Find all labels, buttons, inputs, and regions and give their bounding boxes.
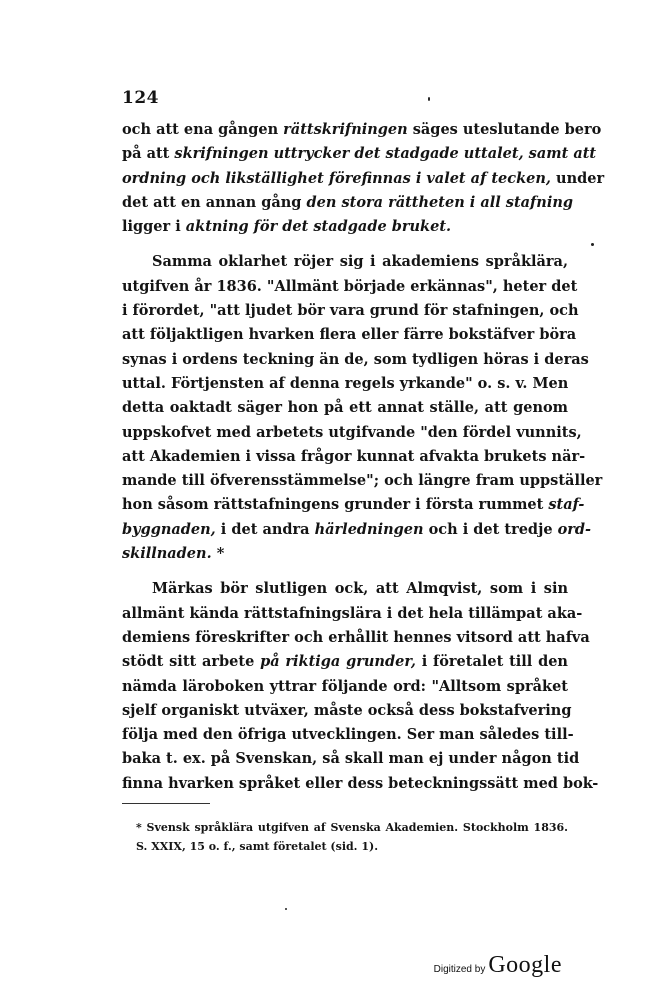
text-run: baka t. ex. på Svenskan, så skall man ej under någon tid	[122, 750, 580, 768]
body-text	[122, 118, 605, 796]
italic-phrase: ordning och likställighet förefinnas i valet af tecken,	[122, 169, 551, 187]
text-run: stödt sitt arbete	[122, 653, 261, 671]
text-run: i det andra	[215, 520, 315, 538]
text-line	[122, 167, 605, 191]
italic-phrase: skillnaden.	[122, 545, 212, 563]
footnote-line: * Svensk språklära utgifven af Svenska Akademien. Stockholm 1836.	[136, 821, 568, 834]
text-line	[122, 250, 568, 274]
italic-phrase: härledningen	[314, 520, 424, 538]
text-line	[122, 323, 577, 347]
footnote	[136, 818, 568, 856]
paragraph-gap	[122, 239, 568, 250]
text-run: säges uteslutande bero	[407, 121, 602, 138]
text-run: detta oaktadt säger hon på ett annat ställe, att genom	[122, 399, 568, 417]
italic-phrase: på riktiga grunder,	[260, 653, 416, 671]
text-line	[122, 299, 579, 323]
text-run: *	[211, 545, 225, 563]
text-run: hon såsom rättstafningens grunder i första rummet	[122, 496, 549, 514]
text-run: att följaktligen hvarken flera eller färre bokstäfver böra	[122, 326, 577, 344]
text-line	[122, 215, 568, 239]
text-run: Märkas bör slutligen ock, att Almqvist, som i sin	[152, 580, 568, 598]
text-run: det att en annan gång	[122, 193, 307, 211]
ink-speck	[591, 243, 594, 246]
text-line	[122, 747, 580, 771]
italic-phrase: staf-	[548, 496, 585, 514]
digitized-by-label: Digitized by	[433, 964, 486, 975]
page-number: 124	[122, 88, 159, 108]
text-run: synas i ordens teckning än de, som tydligen höras i deras	[122, 350, 589, 368]
google-watermark	[434, 952, 562, 979]
text-run: sjelf organiskt utväxer, måste också dess bokstafvering	[122, 701, 572, 719]
text-run: Samma oklarhet röjer sig i akademiens språklära,	[152, 253, 568, 271]
text-run: i förordet, "att ljudet bör vara grund för stafningen, och	[122, 302, 579, 320]
text-run: uppskofvet med arbetets utgifvande "den fördel vunnits,	[122, 423, 582, 441]
text-line	[122, 772, 599, 796]
italic-phrase: den stora rättheten i all stafning	[306, 193, 574, 211]
text-line	[122, 650, 568, 674]
text-run: följa med den öfriga utvecklingen. Ser man således till-	[122, 726, 574, 744]
text-run: demiens föreskrifter och erhållit hennes vitsord att hafva	[122, 628, 590, 646]
text-run: att Akademien i vissa frågor kunnat afvakta brukets när-	[122, 447, 586, 465]
italic-phrase: skrifningen uttrycker det stadgade uttalet, samt att	[174, 145, 597, 163]
text-line	[122, 626, 590, 650]
ink-speck	[285, 908, 287, 910]
text-run: mande till öfverensstämmelse"; och längre fram uppställer	[122, 472, 603, 490]
text-run: allmänt kända rättstafningslära i det hela tillämpat aka-	[122, 604, 583, 622]
text-run: ligger i	[122, 218, 186, 236]
text-run: utgifven år 1836. "Allmänt började erkännas", heter det	[122, 277, 578, 295]
italic-phrase: aktning för det stadgade bruket.	[185, 218, 452, 236]
text-run: under	[550, 169, 605, 187]
text-run: i företalet till den	[415, 653, 568, 671]
text-run: finna hvarken språket eller dess beteckningssätt med bok-	[122, 774, 599, 792]
text-line	[122, 275, 578, 299]
italic-phrase: rättskrifningen	[283, 121, 408, 138]
italic-phrase: byggnaden,	[122, 520, 216, 538]
text-line	[122, 445, 586, 469]
text-run: på att	[122, 145, 175, 163]
text-line	[122, 421, 582, 445]
text-line	[122, 191, 574, 215]
text-line	[122, 118, 602, 142]
text-line	[122, 542, 568, 566]
google-logo: Google	[488, 952, 562, 978]
ink-speck	[428, 97, 430, 101]
footnote-rule	[122, 803, 210, 804]
text-line	[122, 518, 592, 542]
text-line	[122, 348, 589, 372]
text-line	[122, 493, 585, 517]
text-run: uttal. Förtjensten af denna regels yrkande" o. s. v. Men	[122, 374, 569, 392]
footnote-line: S. XXIX, 15 o. f., samt företalet (sid. 1).	[136, 840, 379, 853]
text-line	[122, 396, 568, 420]
text-line	[122, 675, 568, 699]
text-line	[122, 372, 568, 396]
italic-phrase: ord-	[557, 520, 592, 538]
text-run: nämda läroboken yttrar följande ord: "Alltsom språket	[122, 677, 568, 695]
text-line	[122, 577, 568, 601]
text-line	[122, 142, 597, 166]
text-run: och i det tredje	[423, 520, 558, 538]
text-run: och att ena gången	[122, 121, 284, 138]
text-line	[122, 469, 603, 493]
text-line	[122, 602, 583, 626]
text-line	[122, 723, 574, 747]
paragraph-gap	[122, 566, 568, 577]
text-line	[122, 699, 572, 723]
